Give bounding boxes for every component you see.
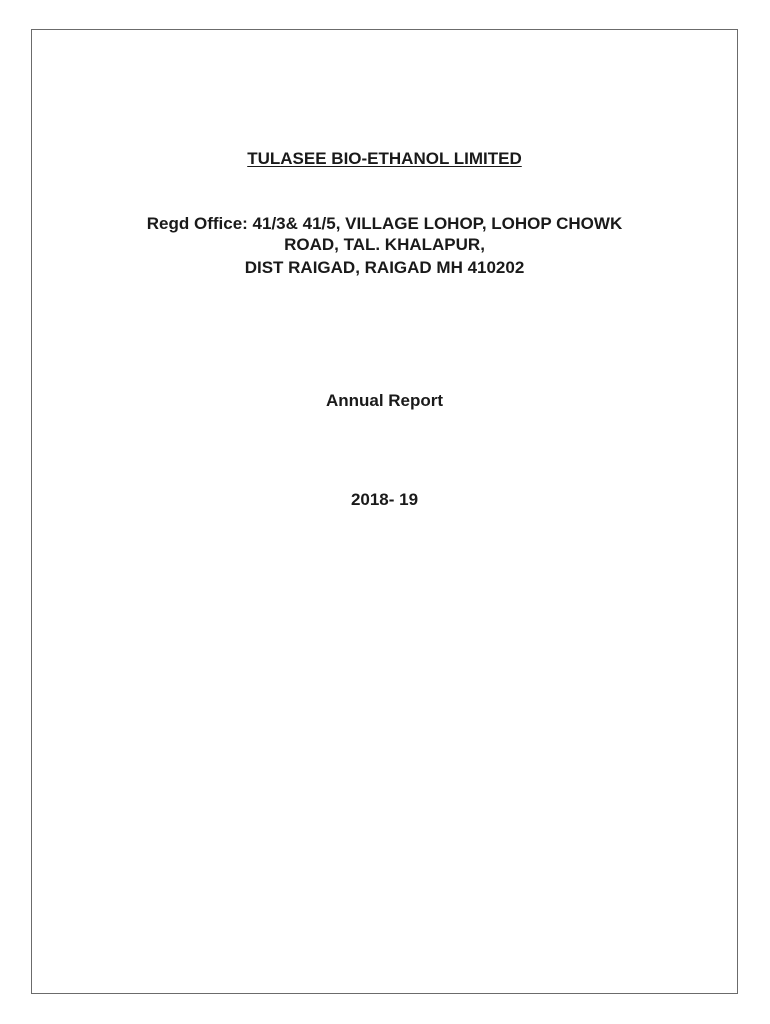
report-title: Annual Report bbox=[325, 391, 444, 410]
registered-office-address-line-2: ROAD, TAL. KHALAPUR, bbox=[284, 235, 485, 254]
company-name-heading: TULASEE BIO-ETHANOL LIMITED bbox=[247, 149, 522, 168]
document-page bbox=[31, 29, 738, 994]
report-year: 2018- 19 bbox=[350, 490, 419, 509]
registered-office-address-line-3: DIST RAIGAD, RAIGAD MH 410202 bbox=[244, 258, 525, 277]
registered-office-address-line-1: Regd Office: 41/3& 41/5, VILLAGE LOHOP, LOHOP CHOWK bbox=[146, 214, 623, 233]
